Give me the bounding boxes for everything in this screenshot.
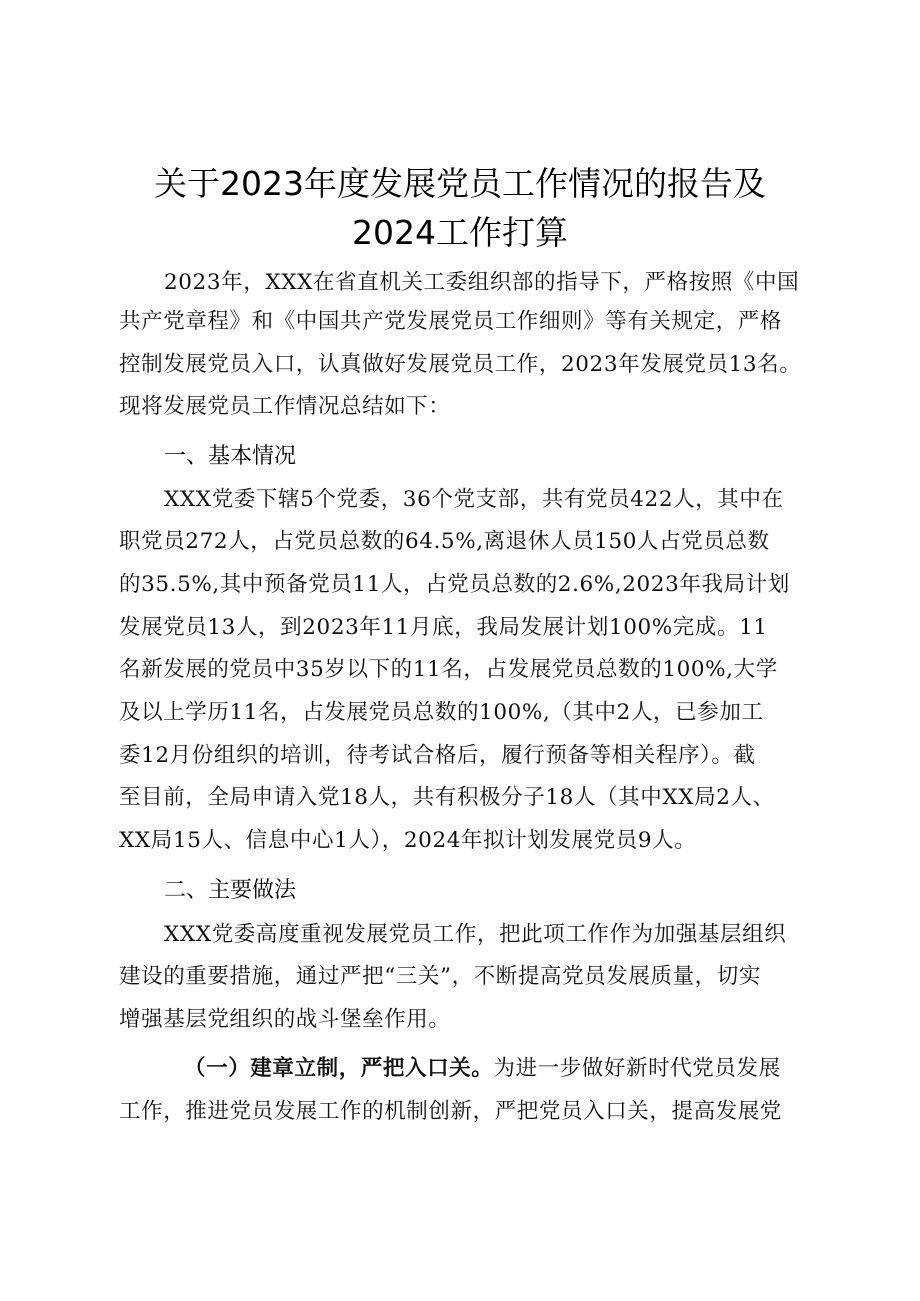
section1-line-4: 发展党员13人，到2023年11月底，我局发展计划100%完成。11 <box>119 615 768 640</box>
section1-line-5: 名新发展的党员中35岁以下的11名，占发展党员总数的100%,大学 <box>119 657 778 682</box>
section1-line-2: 职党员272人，占党员总数的64.5%,离退休人员150人占党员总数 <box>119 529 770 554</box>
section2-line-2: 建设的重要措施，通过严把“三关”，不断提高党员发展质量，切实 <box>119 964 761 989</box>
document-title-line-1: 关于2023年度发展党员工作情况的报告及 <box>154 164 766 203</box>
subsection1-line-2: 工作，推进党员发展工作的机制创新，严把党员入口关，提高发展党 <box>119 1099 783 1124</box>
section2-line-3: 增强基层党组织的战斗堡垒作用。 <box>119 1007 451 1032</box>
document-title-line-2: 2024工作打算 <box>352 213 568 252</box>
intro-line-4: 现将发展党员工作情况总结如下： <box>119 394 451 419</box>
section-heading-basic: 一、基本情况 <box>164 444 297 469</box>
intro-line-3: 控制发展党员入口，认真做好发展党员工作，2023年发展党员13名。 <box>119 352 802 377</box>
section1-line-1: XXX党委下辖5个党委，36个党支部，共有党员422人，其中在 <box>164 487 784 512</box>
subsection1-text: 为进一步做好新时代党员发展 <box>493 1056 781 1081</box>
section1-line-6: 及以上学历11名，占发展党员总数的100%,（其中2人，已参加工 <box>119 700 764 725</box>
section1-line-7: 委12月份组织的培训，待考试合格后，履行预备等相关程序）。截 <box>119 743 756 768</box>
intro-line-1: 2023年，XXX在省直机关工委组织部的指导下，严格按照《中国 <box>164 270 800 295</box>
section1-line-9: XX局15人、信息中心1人），2024年拟计划发展党员9人。 <box>119 828 697 853</box>
section1-line-3: 的35.5%,其中预备党员11人，占党员总数的2.6%,2023年我局计划 <box>119 572 790 597</box>
section1-line-8: 至目前，全局申请入党18人，共有积极分子18人（其中XX局2人、 <box>119 785 775 810</box>
section2-line-1: XXX党委高度重视发展党员工作，把此项工作作为加强基层组织 <box>164 922 787 947</box>
subsection1-lead: （一）建章立制，严把入口关。 <box>184 1056 494 1081</box>
intro-line-2: 共产党章程》和《中国共产党发展党员工作细则》等有关规定，严格 <box>119 309 783 334</box>
section-heading-practices: 二、主要做法 <box>164 878 297 903</box>
subsection1-line-1 <box>184 1054 820 1084</box>
